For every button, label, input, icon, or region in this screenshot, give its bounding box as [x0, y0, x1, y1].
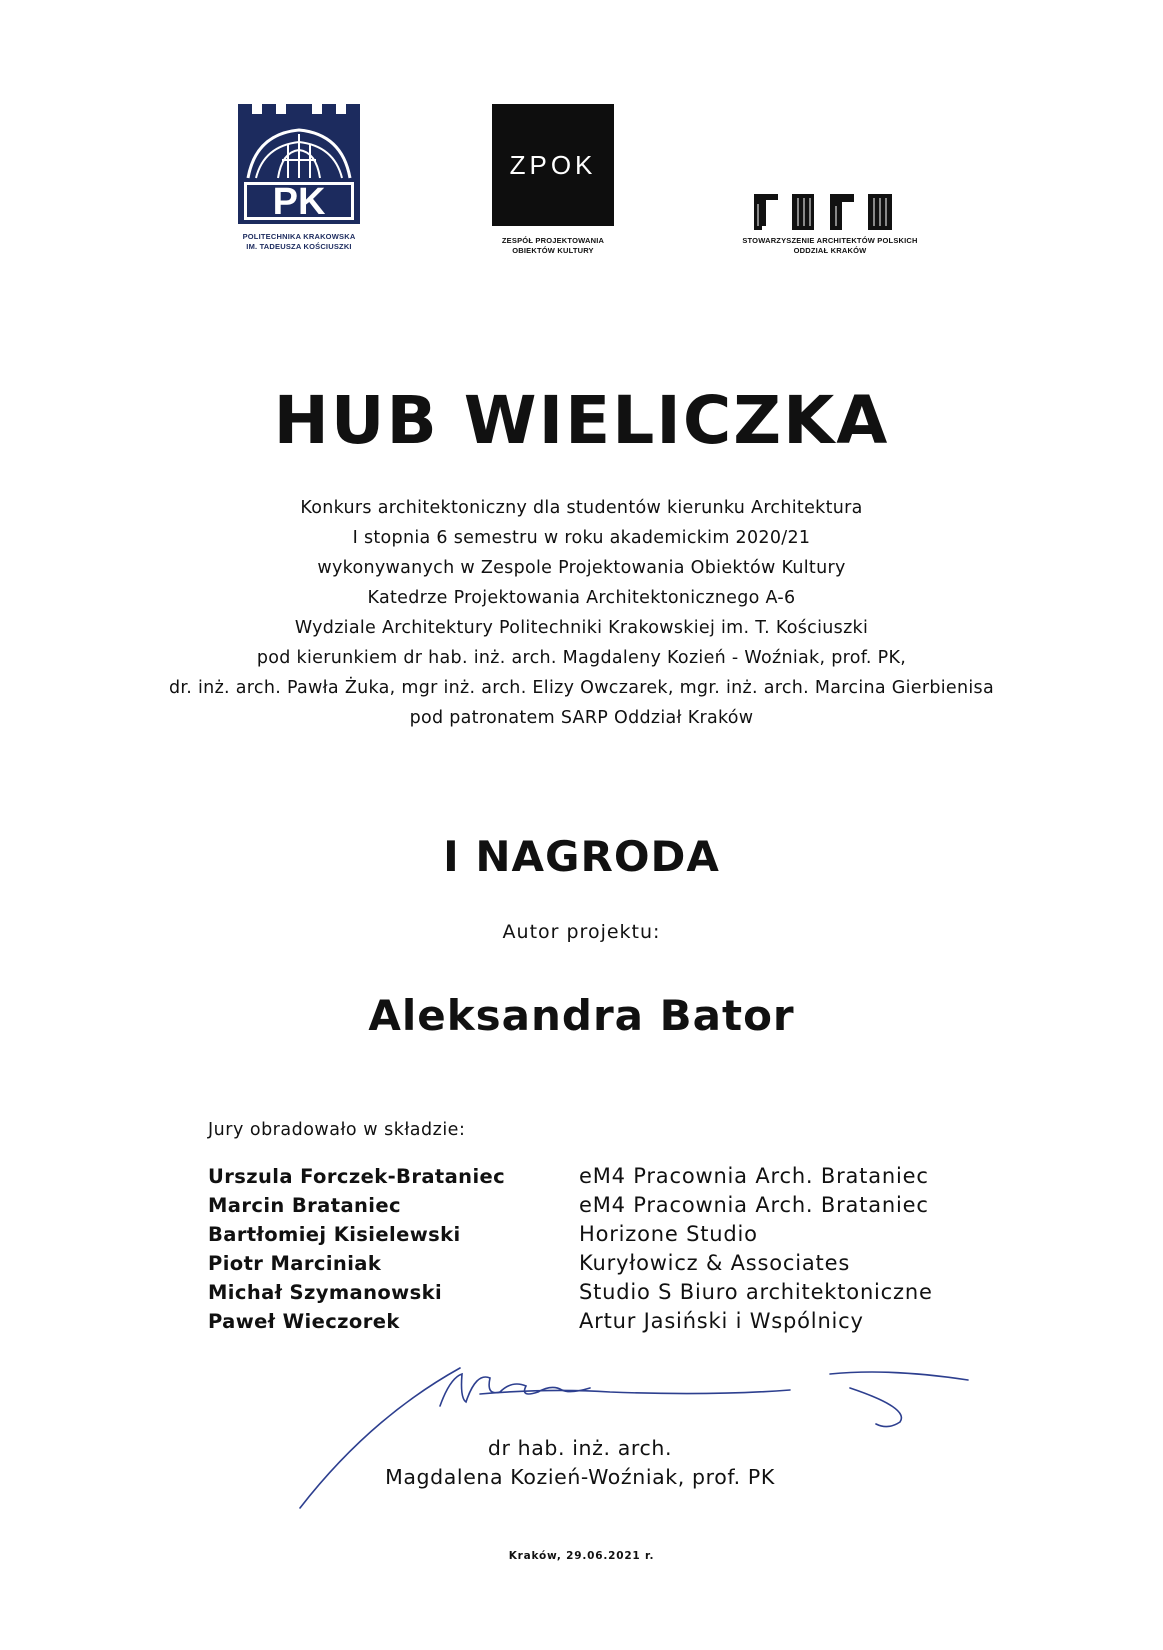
jury-member-name: Bartłomiej Kisielewski: [208, 1223, 461, 1246]
pk-logo-text: PK: [272, 181, 326, 223]
jury-member-office: Studio S Biuro architektoniczne: [579, 1280, 933, 1304]
zpok-caption-line1: ZESPÓŁ PROJEKTOWANIA: [501, 236, 605, 245]
signatory-name: Magdalena Kozień-Woźniak, prof. PK: [385, 1465, 775, 1489]
jury-member-office: Artur Jasiński i Wspólnicy: [579, 1309, 864, 1333]
signatory-title: dr hab. inż. arch.: [487, 1436, 673, 1460]
description-line: pod kierunkiem dr hab. inż. arch. Magdaleny Kozień - Woźniak, prof. PK,: [256, 648, 907, 668]
sarp-logo-caption: [720, 236, 940, 256]
sarp-caption-line1: STOWARZYSZENIE ARCHITEKTÓW POLSKICH: [742, 236, 918, 245]
pk-caption-line1: POLITECHNIKA KRAKOWSKA: [242, 232, 356, 241]
jury-member-office: Kuryłowicz & Associates: [579, 1251, 851, 1275]
pk-logo: [238, 104, 360, 224]
jury-member-office: eM4 Pracownia Arch. Brataniec: [579, 1164, 929, 1188]
description-line: wykonywanych w Zespole Projektowania Obiektów Kultury: [317, 558, 846, 578]
author-name: Aleksandra Bator: [368, 991, 795, 1040]
jury-member-name: Michał Szymanowski: [208, 1281, 443, 1304]
jury-member-name: Piotr Marciniak: [208, 1252, 382, 1275]
description-line: Konkurs architektoniczny dla studentów kierunku Architektura: [300, 498, 863, 518]
zpok-logo: [492, 104, 614, 226]
jury-member-office: Horizone Studio: [579, 1222, 758, 1246]
jury-member-name: Paweł Wieczorek: [208, 1310, 400, 1333]
competition-title: HUB WIELICZKA: [273, 382, 890, 459]
jury-member-office: eM4 Pracownia Arch. Brataniec: [579, 1193, 929, 1217]
author-label: Autor projektu:: [502, 921, 661, 943]
sarp-emblem-icon: [752, 192, 912, 232]
zpok-logo-text: ZPOK: [509, 149, 597, 180]
pk-logo-caption: [214, 232, 384, 252]
pk-caption-line2: IM. TADEUSZA KOŚCIUSZKI: [246, 242, 352, 251]
jury-member-name: Urszula Forczek-Brataniec: [208, 1165, 506, 1188]
jury-label: Jury obradowało w składzie:: [208, 1120, 466, 1140]
description-line: pod patronatem SARP Oddział Kraków: [409, 708, 754, 728]
issue-date: Kraków, 29.06.2021 r.: [508, 1550, 655, 1562]
description-line: I stopnia 6 semestru w roku akademickim 2020/21: [352, 528, 811, 548]
zpok-caption-line2: OBIEKTÓW KULTURY: [512, 246, 594, 255]
description-line: Katedrze Projektowania Architektonicznego A-6: [367, 588, 796, 608]
description-line: dr. inż. arch. Pawła Żuka, mgr inż. arch. Elizy Owczarek, mgr. inż. arch. Marcina Gierbienisa: [169, 678, 994, 698]
prize-heading: I NAGRODA: [443, 832, 720, 881]
zpok-logo-caption: [468, 236, 638, 256]
sarp-logo: [752, 192, 912, 232]
sarp-caption-line2: ODDZIAŁ KRAKÓW: [793, 246, 867, 255]
description-line: Wydziale Architektury Politechniki Krakowskiej im. T. Kościuszki: [294, 618, 869, 638]
jury-member-name: Marcin Brataniec: [208, 1194, 401, 1217]
